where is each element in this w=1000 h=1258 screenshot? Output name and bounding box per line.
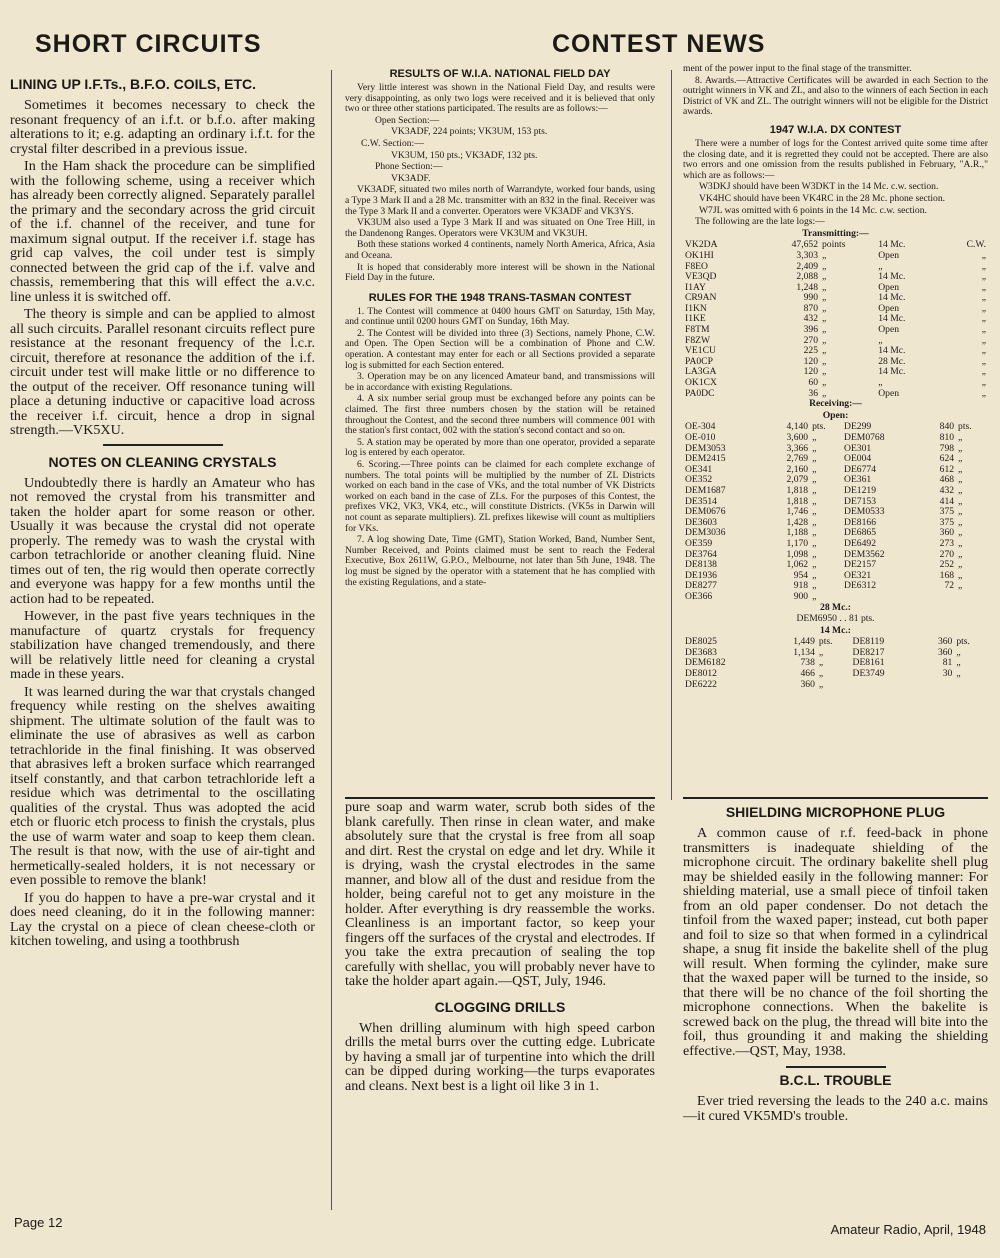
log-cell: F8EO <box>685 260 708 272</box>
log-cell: „ <box>878 260 883 272</box>
subheading: 14 Mc.: <box>820 624 851 636</box>
log-row <box>683 304 988 315</box>
log-row <box>683 240 988 251</box>
log-cell: 2,409 <box>796 260 818 272</box>
log-cell: DE3683 <box>685 646 717 658</box>
log-row <box>683 571 988 582</box>
subheading: Open: <box>822 409 849 421</box>
paragraph: There were a number of logs for the Contest arrived quite some time after the closing date, and it is regretted they could not be accepted. There are also two errors and one omission from the results published in February, "A.R.," which are as follows:— <box>683 137 988 181</box>
log-row <box>683 251 988 262</box>
log-cell: „ <box>981 313 986 325</box>
log-cell: OE-010 <box>685 432 716 443</box>
log-cell <box>919 680 954 691</box>
log-cell: DE6492 <box>844 537 876 549</box>
log-cell: „ <box>822 345 827 357</box>
log-cell: „ <box>822 313 827 325</box>
paragraph: pure soap and warm water, scrub both sides of the blank carefully. Then rinse in clean water, and make absolutely sure that the crystal is free from all soap and dirt. Rest the crystal on edge and let dry. While it is drying, wash the crystal electrodes in the same manner, and blow all of the dust and residue from the holder, being careful not to get any moisture in the holder. After everything is dry reassemble the works. Cleanliness is an important factor, so keep your fingers off the surfaces of the crystal and electrodes. If you take the extra precaution of sealing the top carefully with shellac, you will probably never have to take the holder apart again.—QST, July, 1946. <box>345 800 655 989</box>
log-cell: Open <box>878 324 900 336</box>
log-cell: 432 <box>803 313 818 325</box>
paragraph: Sometimes it becomes necessary to check the resonant frequency of an i.f.t. or b.f.o. after making alterations to it; e.g. adapting an ordinary i.f.t. for the crystal filter described in a previous issue. <box>10 97 315 157</box>
log-cell: „ <box>818 657 824 669</box>
log-cell: „ <box>956 668 961 680</box>
log-row <box>683 283 988 294</box>
log-cell: 432 <box>939 484 955 496</box>
log-cell: 468 <box>939 474 955 486</box>
log-cell: DE3764 <box>685 548 717 560</box>
log-cell: „ <box>812 580 817 592</box>
log-cell: 14 Mc. <box>878 345 906 357</box>
log-cell: OE004 <box>844 453 872 465</box>
log-cell: 1,818 <box>786 484 809 496</box>
log-cell: I1AY <box>685 281 706 293</box>
log-cell: 1,134 <box>793 646 815 658</box>
section-label: Phone Section:— <box>375 161 443 173</box>
log-cell: DE3603 <box>685 516 717 528</box>
log-cell: VE3QD <box>685 271 717 283</box>
log-cell: OE352 <box>685 474 713 486</box>
log-row <box>683 293 988 304</box>
log-cell: 375 <box>939 506 955 518</box>
log-cell: „ <box>822 366 827 378</box>
horizontal-divider <box>683 797 988 799</box>
rule: 2. The Contest will be divided into three (3) Sections, namely Phone, C.W. and Open. The Open Section will be a combination of Phone and C.W. operation. A contestant may enter for each or all Sections provided a separate log is submitted for each Section entered. <box>345 327 655 371</box>
log-cell: Open <box>878 302 900 314</box>
article-title: RULES FOR THE 1948 TRANS-TASMAN CONTEST <box>368 291 632 304</box>
log-cell: DE8025 <box>685 636 717 648</box>
log-cell: VK2DA <box>685 239 718 251</box>
log-cell: „ <box>981 302 986 314</box>
log-cell: 1,188 <box>786 527 809 539</box>
correction: W7JL was omitted with 6 points in the 14 Mc. c.w. section. <box>699 204 927 216</box>
log-cell: „ <box>958 580 963 592</box>
log-row <box>683 272 988 283</box>
log-row <box>683 357 988 368</box>
log-cell: „ <box>958 559 963 571</box>
log-cell: 270 <box>939 548 955 560</box>
log-cell: „ <box>822 324 827 336</box>
log-cell: OE359 <box>685 537 713 549</box>
article-title: RESULTS OF W.I.A. NATIONAL FIELD DAY <box>389 68 611 80</box>
log-cell: DE8138 <box>685 559 717 571</box>
log-cell: DEM2415 <box>685 453 726 465</box>
paragraph: Ever tried reversing the leads to the 240 a.c. mains—it cured VK5MD's trouble. <box>683 1093 988 1124</box>
log-row <box>683 314 988 325</box>
log-cell: Open <box>878 387 900 399</box>
log-cell: DE3749 <box>852 668 885 680</box>
log-cell: „ <box>958 442 963 454</box>
log-cell: 47,652 <box>791 239 818 251</box>
log-row <box>683 669 988 680</box>
log-cell: „ <box>812 484 817 496</box>
log-cell: „ <box>812 474 817 486</box>
log-cell: „ <box>812 569 817 581</box>
receiving-14mc-table <box>683 637 988 690</box>
log-cell: 1,428 <box>786 516 809 528</box>
log-cell: DE299 <box>844 421 872 433</box>
log-cell: 225 <box>803 345 818 357</box>
log-row <box>683 433 988 444</box>
log-cell: „ <box>822 302 827 314</box>
log-cell: 360 <box>937 636 953 648</box>
log-cell: 612 <box>939 463 955 475</box>
log-cell: F8TM <box>685 324 710 336</box>
log-cell: DE6312 <box>844 580 876 592</box>
log-cell: „ <box>981 281 986 293</box>
log-cell: DE8277 <box>685 580 717 592</box>
log-cell: DEM3036 <box>685 527 726 539</box>
log-cell: „ <box>956 657 961 669</box>
log-cell: „ <box>812 537 817 549</box>
log-row <box>683 539 988 550</box>
log-row <box>683 592 988 603</box>
log-cell: „ <box>812 590 817 602</box>
log-cell: 3,600 <box>786 432 809 443</box>
log-cell: 14 Mc. <box>878 366 906 378</box>
log-cell: 810 <box>939 432 955 443</box>
paragraph: 8. Awards.—Attractive Certificates will be awarded in each Section to the outright winners in VK and ZL, and also to the winners of each Section in each District of VK and ZL. The outright winners will not be eligible for the District awards. <box>683 74 988 118</box>
column-cleaning-continued <box>345 800 655 1210</box>
log-cell: „ <box>981 334 986 346</box>
log-cell: 1,248 <box>796 281 818 293</box>
log-cell: „ <box>822 249 827 261</box>
log-cell: 1,449 <box>793 636 815 648</box>
log-cell: 2,088 <box>796 271 818 283</box>
log-cell: 900 <box>793 590 809 602</box>
log-cell: 120 <box>803 355 818 367</box>
log-cell: DEM1687 <box>685 484 726 496</box>
paragraph: A common cause of r.f. feed-back in phone transmitters is inadequate shielding of the microphone circuit. The ordinary bakelite shell plug may be shielded easily in the following manner: For shielding material, use a small piece of tinfoil taken from an old paper condenser. Do not detach the tinfoil from the waxed paper; instead, cut both paper and foil to size so that when formed in a cylindrical shape, a snug fit inside the bakelite shell of the plug will result. When forming the cylinder, make sure that the waxed paper will be turned to the inside, so that there will be no chance of the foil shorting the microphone connections. When the bakelite is screwed back on the plug, the thread will bite into the foil, thus grounding it and making the shielding effective.—QST, May, 1938. <box>683 825 988 1059</box>
log-cell: „ <box>822 334 827 346</box>
log-cell: „ <box>822 377 827 389</box>
log-cell: PA0CP <box>685 355 713 367</box>
log-cell: 1,098 <box>786 548 809 560</box>
column-shielding <box>683 800 988 1200</box>
log-cell: 466 <box>800 668 815 680</box>
log-cell: DE6865 <box>844 527 876 539</box>
log-cell: DE7153 <box>844 495 876 507</box>
log-cell: 1,062 <box>786 559 809 571</box>
log-cell: 3,303 <box>796 249 818 261</box>
log-cell: 252 <box>939 559 955 571</box>
column-divider <box>671 70 672 800</box>
log-cell: DE1219 <box>844 484 876 496</box>
log-cell: „ <box>981 387 986 399</box>
subheading: 28 Mc.: <box>820 601 851 613</box>
log-cell: 360 <box>939 527 955 539</box>
log-cell: 1,818 <box>786 495 809 507</box>
log-cell: „ <box>981 345 986 357</box>
log-cell: OE321 <box>844 569 872 581</box>
log-row <box>683 336 988 347</box>
log-cell: „ <box>958 495 963 507</box>
log-cell: 990 <box>803 292 818 304</box>
paragraph: VK3UM also used a Type 3 Mark II and was situated on One Tree Hill, in the Dandenong Ranges. Operators were VK3UM and VK3UH. <box>345 217 655 239</box>
log-cell: 168 <box>939 569 955 581</box>
result-line: DEM6950 . . 81 pts. <box>796 613 875 625</box>
subheading: Transmitting:— <box>802 227 869 239</box>
log-cell <box>851 680 920 691</box>
log-cell: DE1936 <box>685 569 717 581</box>
log-cell: „ <box>822 281 827 293</box>
log-cell: 360 <box>937 646 953 658</box>
page-number: Page 12 <box>14 1215 63 1230</box>
log-cell: „ <box>812 506 817 518</box>
separator <box>786 1066 886 1068</box>
paragraph: However, in the past five years techniques in the manufacture of quartz crystals for frequency stabilization have changed tremendously, and there will be relatively little need for cleaning a crystal made in these years. <box>10 608 315 682</box>
paragraph: Undoubtedly there is hardly an Amateur who has not removed the crystal from his transmitter and taken the holder apart for some reason or other. Usually it was because the crystal did not operate properly. The remedy was to wash the crystal with carbon tetrachloride or another cleaning fluid. Nine times out of ten, the rig would then operate correctly and everyone was happy for a few months until the action had to be repeated. <box>10 474 315 607</box>
log-cell: 1,170 <box>786 537 809 549</box>
log-cell: 3,366 <box>786 442 809 454</box>
log-cell: DEM0768 <box>844 432 885 443</box>
log-cell: Open <box>878 249 900 261</box>
log-cell: 624 <box>939 453 955 465</box>
section-header-short-circuits: SHORT CIRCUITS <box>35 30 262 58</box>
log-cell: 870 <box>803 302 818 314</box>
log-cell: 954 <box>793 569 809 581</box>
log-cell: 2,160 <box>786 463 809 475</box>
log-cell: CR9AN <box>685 292 717 304</box>
log-cell: „ <box>958 527 963 539</box>
log-cell: 2,079 <box>786 474 809 486</box>
log-cell: PA0DC <box>685 387 715 399</box>
log-cell: „ <box>958 537 963 549</box>
log-cell: „ <box>981 292 986 304</box>
rule: 5. A station may be operated by more than one operator, provided a separate log is entered by each operator. <box>345 436 655 459</box>
log-row <box>683 680 988 691</box>
log-cell: 30 <box>942 668 953 680</box>
log-cell: OE-304 <box>685 421 716 433</box>
article-title: 1947 W.I.A. DX CONTEST <box>769 123 902 136</box>
log-cell: „ <box>958 569 963 581</box>
log-cell: „ <box>812 516 817 528</box>
log-cell: 918 <box>793 580 809 592</box>
log-cell: „ <box>818 668 824 680</box>
log-cell: DE3514 <box>685 495 717 507</box>
log-cell: „ <box>812 548 817 560</box>
paragraph: When drilling aluminum with high speed carbon drills the metal burrs over the cutting edge. Lubricate by having a small jar of turpentine into which the drill can be dipped during working—the turps evaporates and cleans. Next best is a light oil like 3 in 1. <box>345 1019 655 1094</box>
paragraph: It is hoped that considerably more interest will be shown in the National Field Day in the future. <box>345 261 655 284</box>
log-cell: 81 <box>942 657 953 669</box>
log-cell: „ <box>981 260 986 272</box>
result-line: VK3UM, 150 pts.; VK3ADF, 132 pts. <box>391 149 538 161</box>
paragraph: Both these stations worked 4 continents, namely North America, Africa, Asia and Oceana. <box>345 239 655 261</box>
log-cell: „ <box>812 495 817 507</box>
log-cell: 28 Mc. <box>878 355 906 367</box>
log-cell: 14 Mc. <box>878 271 906 283</box>
publication-footer: Amateur Radio, April, 1948 <box>830 1222 986 1237</box>
log-cell: 396 <box>803 324 818 336</box>
log-cell: OK1HI <box>685 249 714 261</box>
log-row <box>683 581 988 592</box>
log-cell: DE2157 <box>844 559 876 571</box>
log-cell: 14 Mc. <box>878 239 906 251</box>
log-cell: „ <box>981 249 986 261</box>
subheading: Receiving:— <box>809 398 862 410</box>
log-cell: „ <box>958 453 963 465</box>
log-cell: DE8166 <box>844 516 876 528</box>
log-cell: DEM0533 <box>844 506 885 518</box>
log-cell: points <box>822 239 846 251</box>
log-cell: „ <box>812 559 817 571</box>
log-cell: „ <box>812 463 817 475</box>
paragraph: The theory is simple and can be applied to almost all such circuits. Parallel resonant circuits reflect pure resistance at the resonant frequency of the l.c.r. circuit, therefore at resonance the addition of the i.f. circuit under test will make little or no difference to the output of the receiver. Off resonance tuning will place a detuning inductive or capacitive load across the receiver i.f. circuit, hence a drop in signal strength.—VK5XU. <box>10 306 315 438</box>
log-cell <box>923 592 956 603</box>
log-cell: 360 <box>800 678 815 690</box>
log-row <box>683 346 988 357</box>
log-cell: Open <box>878 281 900 293</box>
log-cell: „ <box>822 271 827 283</box>
paragraph: VK3ADF, situated two miles north of Warrandyte, worked four bands, using a Type 3 Mark II and a 28 Mc. transmitter with an 832 in the final. Receiver was the Type 3 Mark II and a converter. Operators were VK3ADF and VK3YS. <box>345 184 655 217</box>
log-cell: DE8161 <box>852 657 885 669</box>
log-cell: „ <box>822 355 827 367</box>
column-divider <box>331 70 332 1210</box>
log-cell: pts. <box>812 421 826 433</box>
paragraph: It was learned during the war that crystals changed frequency while resting on the shelves awaiting shipment. The ultimate solution of the fault was to eliminate the use of abrasives as well as carbon tetrachloride in the final finishing. It was observed that abrasives left a broken surface which rearranged itself constantly, and that carbon tetrachloride left a residue which was detrimental to the oscillating qualities of the crystal. Thus was adopted the acid etch or fluoric etch process to finish the crystals, plus the use of warm water and soap to keep them clean. The result is that now, with the use of air-tight and hermetically-sealed holders, it is not necessary or even possible to remove the blank! <box>10 683 315 888</box>
rule: 1. The Contest will commence at 0400 hours GMT on Saturday, 15th May, and continue until 0200 hours GMT on Sunday, 16th May. <box>345 305 655 328</box>
article-title: NOTES ON CLEANING CRYSTALS <box>48 453 277 470</box>
column-dx-contest <box>683 64 988 784</box>
log-cell: „ <box>958 516 963 528</box>
rule: 4. A six number serial group must be exchanged before any points can be claimed. The first three numbers chosen by the station will be retained throughout the Contest, and the second three numbers will commence 001 with the station's first contact, 002 with the station's second contact and so on. <box>345 393 655 437</box>
log-cell: pts. <box>818 636 833 648</box>
log-cell: 36 <box>808 387 818 399</box>
log-cell <box>956 592 988 603</box>
log-cell: „ <box>981 324 986 336</box>
receiving-open-table <box>683 422 988 602</box>
log-cell: „ <box>956 646 961 658</box>
log-cell: 1,746 <box>786 506 809 518</box>
log-row <box>683 378 988 389</box>
log-cell: „ <box>812 453 817 465</box>
log-cell: „ <box>812 432 817 443</box>
log-cell: „ <box>981 366 986 378</box>
log-cell: 2,769 <box>786 453 809 465</box>
horizontal-divider <box>345 797 655 799</box>
log-cell: 4,140 <box>786 421 809 433</box>
log-cell: „ <box>958 463 963 475</box>
log-cell: 738 <box>800 657 815 669</box>
log-cell: DE8217 <box>852 646 885 658</box>
log-cell: F8ZW <box>685 334 711 346</box>
paragraph: If you do happen to have a pre-war crystal and it does need cleaning, do it in the following manner: Lay the crystal on a piece of clean cheese-cloth or kitchen toweling, and using a toothbrush <box>10 889 315 949</box>
paragraph: The following are the late logs:— <box>695 216 825 228</box>
log-row <box>683 262 988 273</box>
log-cell: DEM3562 <box>844 548 885 560</box>
log-cell: „ <box>878 334 883 346</box>
log-cell: 798 <box>939 442 955 454</box>
log-cell: „ <box>958 474 963 486</box>
log-cell: „ <box>958 506 963 518</box>
log-cell: OE301 <box>844 442 872 454</box>
log-cell: OE361 <box>844 474 872 486</box>
log-cell: 840 <box>939 421 955 433</box>
log-cell: 375 <box>939 516 955 528</box>
log-cell <box>954 680 988 691</box>
article-title: SHIELDING MICROPHONE PLUG <box>725 804 946 820</box>
rule: 6. Scoring.—Three points can be claimed for each complete exchange of numbers. The total points will be multiplied by the number of ZL Districts worked on each band in the case of VKs, and the total number of VK Districts worked on each band in the case of ZLs. For the purposes of this Contest, the prefixes VK2, VK3, VK4, etc., will constitute Districts. (VK5s in Darwin will not count as separate multipliers). ZL prefixes likewise will count as multipliers for VKs. <box>345 459 655 534</box>
article-title: CLOGGING DRILLS <box>434 998 566 1015</box>
log-cell: 120 <box>803 366 818 378</box>
log-cell: DEM3053 <box>685 442 726 454</box>
log-cell: 14 Mc. <box>878 292 906 304</box>
correction: VK4HC should have been VK4RC in the 28 Mc. phone section. <box>699 192 946 204</box>
log-cell: VE1CU <box>685 345 716 357</box>
log-cell: OK1CX <box>685 377 717 389</box>
log-cell: OE341 <box>685 463 713 475</box>
log-row <box>683 325 988 336</box>
log-cell: DE6222 <box>685 678 717 690</box>
log-cell: „ <box>822 292 827 304</box>
log-cell: „ <box>981 271 986 283</box>
log-cell: „ <box>958 432 963 443</box>
column-contest-results <box>345 64 655 794</box>
result-line: VK3ADF. <box>391 172 431 184</box>
log-cell: „ <box>958 548 963 560</box>
log-row <box>683 367 988 378</box>
separator <box>103 444 223 446</box>
log-cell <box>842 592 923 603</box>
log-cell: „ <box>822 387 827 399</box>
article-title: LINING UP I.F.Ts., B.F.O. COILS, ETC. <box>10 76 257 92</box>
log-cell: „ <box>818 646 824 658</box>
section-label: C.W. Section:— <box>361 137 424 149</box>
paragraph: ment of the power input to the final stage of the transmitter. <box>683 64 912 74</box>
log-cell: OE366 <box>685 590 713 602</box>
log-cell: 273 <box>939 537 955 549</box>
log-cell: „ <box>981 377 986 389</box>
log-cell: „ <box>958 484 963 496</box>
log-cell: „ <box>812 527 817 539</box>
log-cell: 270 <box>803 334 818 346</box>
log-cell: „ <box>878 377 883 389</box>
result-line: VK3ADF, 224 points; VK3UM, 153 pts. <box>391 126 548 138</box>
log-cell: „ <box>812 442 817 454</box>
column-short-circuits <box>10 74 315 1204</box>
log-cell: DEM0676 <box>685 506 726 518</box>
rule: 3. Operation may be on any licenced Amateur band, and transmissions will be in accordance with existing Regulations. <box>345 371 655 393</box>
log-cell: LA3GA <box>685 366 717 378</box>
log-cell: „ <box>981 355 986 367</box>
log-cell: „ <box>822 260 827 272</box>
log-cell: DE8012 <box>685 668 717 680</box>
paragraph: In the Ham shack the procedure can be simplified with the following scheme, using a receiver which has already been correctly aligned. Separately parallel the primary and the secondary across the grid circuit of the i.f. channel of the receiver, and tune for maximum signal output. If the receiver i.f. stage has grid cap valves, the coil under test is simply connected between the grid cap of the i.f. valve and chassis, remembering that this will effect the a.v.c. line unless it is switched off. <box>10 158 315 305</box>
article-title: B.C.L. TROUBLE <box>779 1072 892 1088</box>
log-cell: pts. <box>956 636 970 648</box>
log-cell: pts. <box>958 421 972 433</box>
correction: W3DKJ should have been W3DKT in the 14 Mc. c.w. section. <box>699 181 939 193</box>
log-cell: 60 <box>808 377 818 389</box>
section-label: Open Section:— <box>375 114 440 126</box>
log-cell: I1KN <box>685 302 707 314</box>
log-cell: C.W. <box>966 239 986 251</box>
transmitting-logs-table <box>683 240 988 399</box>
section-header-contest-news: CONTEST NEWS <box>552 30 766 58</box>
log-cell: 414 <box>939 495 955 507</box>
log-cell: 14 Mc. <box>878 313 906 325</box>
log-cell: „ <box>818 678 824 690</box>
paragraph: Very little interest was shown in the National Field Day, and results were very disappointing, as only two logs were received and it is believed that only two or three other stations participated. The results are as follows:— <box>345 82 655 115</box>
log-cell: DE6774 <box>844 463 876 475</box>
log-cell: I1KE <box>685 313 706 325</box>
log-cell: DEM6182 <box>685 657 726 669</box>
log-cell: DE8119 <box>852 636 885 648</box>
rule: 7. A log showing Date, Time (GMT), Station Worked, Band, Number Sent, Number Received, and Points claimed must be sent to reach the Federal Executive, Box 2611W, G.P.O., Melbourne, not later than 5th June, 1948. The log must be signed by the operator with a statement that he has complied with the existing Regulations, and a state- <box>345 534 655 588</box>
log-cell: 72 <box>944 580 955 592</box>
log-row <box>683 486 988 497</box>
